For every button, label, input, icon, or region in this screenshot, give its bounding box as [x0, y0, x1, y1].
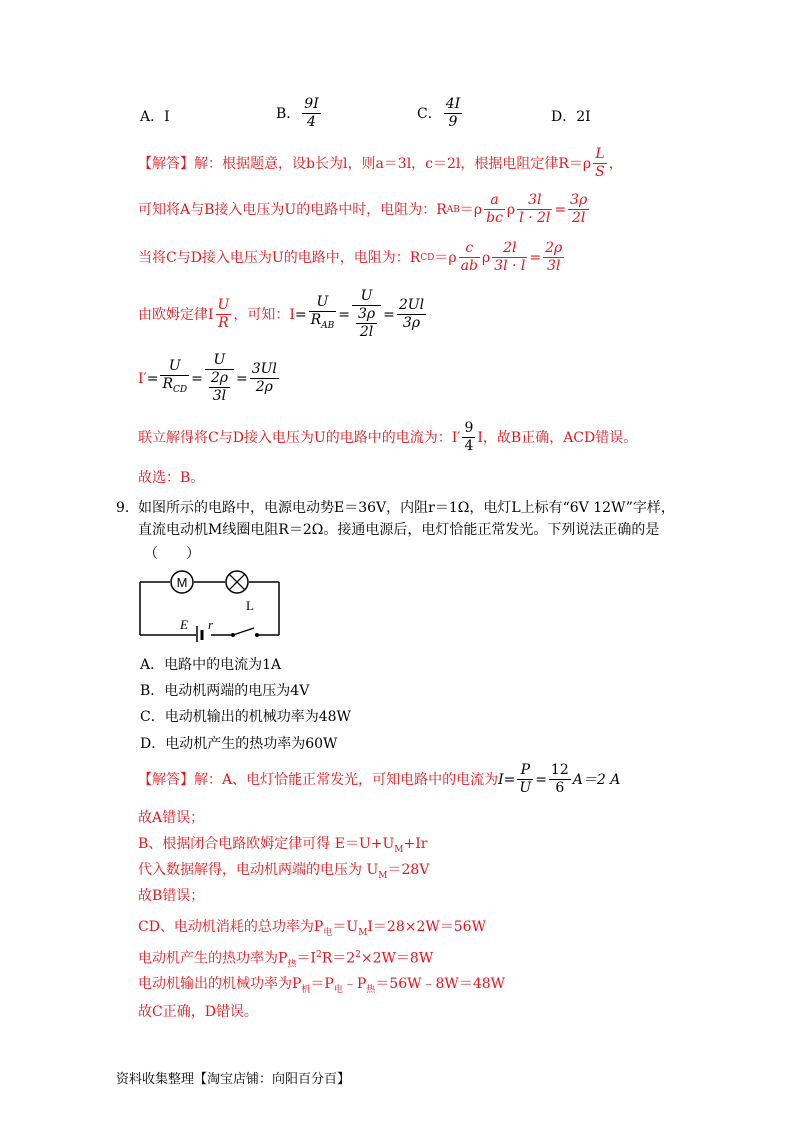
- option-c: C． $\frac{4I}{9}$: [417, 96, 461, 130]
- sol9-line9: 故C正确，D错误。: [138, 1004, 258, 1020]
- lamp-label: L: [246, 598, 254, 613]
- option-a: A．I: [140, 109, 170, 125]
- sol8-line2: 可知将A与B接入电压为U的电路中时，电阻为：R AB ＝ρ $\frac{a}{bc}$ ρ $\frac{3l}{l \cdot 2l}$ = $\frac{3\rho}{2l}$: [138, 192, 588, 226]
- internal-resistance-label: r: [208, 617, 214, 632]
- battery-symbol: [197, 626, 202, 642]
- sol9-line5: 故B错误；: [138, 888, 205, 904]
- option-b: B． $\frac{9I}{4}$: [276, 96, 319, 130]
- sol9-line8: 电动机输出的机械功率为$P_机=P_电﹣P_热=56W﹣8W=48W$: [138, 976, 506, 995]
- sol8-line4: 由欧姆定律I $\frac{U}{R}$ ，可知：I = $\frac{U}{R_{AB}}$ = $\frac{U}{\frac{3\rho}{2l}}$ = $\frac{2Ul}{3\rho}$: [138, 288, 425, 340]
- q9-option-a: A．电路中的电流为1A: [140, 657, 282, 673]
- sol9-line1: 【解答】 解：A、电灯恰能正常发光，可知电路中的电流为 I = $\frac{P}{U}$ = $\frac{12}{6}$ A＝2 A: [138, 762, 621, 796]
- q9-stem-line2: 直流电动机M线圈电阻R＝2Ω。接通电源后，电灯恰能正常发光。下列说法正确的是: [138, 522, 660, 538]
- sol9-line4: 代入数据解得，电动机两端的电压为 $U_M=28V$: [138, 862, 430, 881]
- sol9-line6: CD、电动机消耗的总功率为$P_电=U_MI=28\times 2W=56W$: [138, 919, 486, 938]
- q9-stem-line1: 如图所示的电路中，电源电动势E＝36V，内阻r＝1Ω，电灯L上标有“6V 12W”字样，: [138, 500, 675, 516]
- q9-option-b: B．电动机两端的电压为4V: [140, 683, 310, 699]
- emf-label: E: [180, 617, 188, 632]
- sol9-line3: B、根据闭合电路欧姆定律可得 $E=U+U_M+Ir$: [138, 836, 428, 855]
- sol9-line7: 电动机产生的热功率为$P_热=I^2R=2^2\times 2W=8W$: [138, 950, 434, 970]
- motor-symbol: [171, 571, 193, 593]
- q9-answer-paren: （ ）: [144, 546, 200, 562]
- sol8-line6: 联立解得将C与D接入电压为U的电路中的电流为：I′ $\frac{9}{4}$ I，故B正确，ACD错误。: [138, 420, 638, 454]
- sol8-line3: 当将C与D接入电压为U的电路中，电阻为：R CD ＝ρ $\frac{c}{ab}$ ρ $\frac{2l}{3l \cdot l}$ = $\frac{2\rho}{3l}$: [138, 240, 563, 274]
- option-d: D．2I: [551, 109, 591, 125]
- sol9-line2: 故A错误；: [138, 810, 205, 826]
- motor-label: M: [176, 575, 188, 590]
- sol8-line1: 【解答】 解：根据题意，设b长为l，则a＝3l，c＝2l，根据电阻定律R＝ρ $\frac{L}{S}$ ，: [138, 146, 623, 180]
- sol8-line5: I′ = $\frac{U}{R_{CD}}$ = $\frac{U}{\frac{2\rho}{3l}}$ = $\frac{3Ul}{2\rho}$: [138, 352, 277, 404]
- footer-text: 资料收集整理【淘宝店铺：向阳百分百】: [116, 1072, 351, 1087]
- q9-number: 9．: [116, 500, 139, 516]
- circuit-diagram: [136, 566, 286, 642]
- q9-option-d: D．电动机产生的热功率为60W: [140, 736, 338, 752]
- lamp-symbol: [226, 571, 248, 593]
- sol8-answer: 故选：B。: [138, 470, 205, 486]
- switch-symbol: [231, 628, 259, 637]
- q9-option-c: C．电动机输出的机械功率为48W: [140, 709, 351, 725]
